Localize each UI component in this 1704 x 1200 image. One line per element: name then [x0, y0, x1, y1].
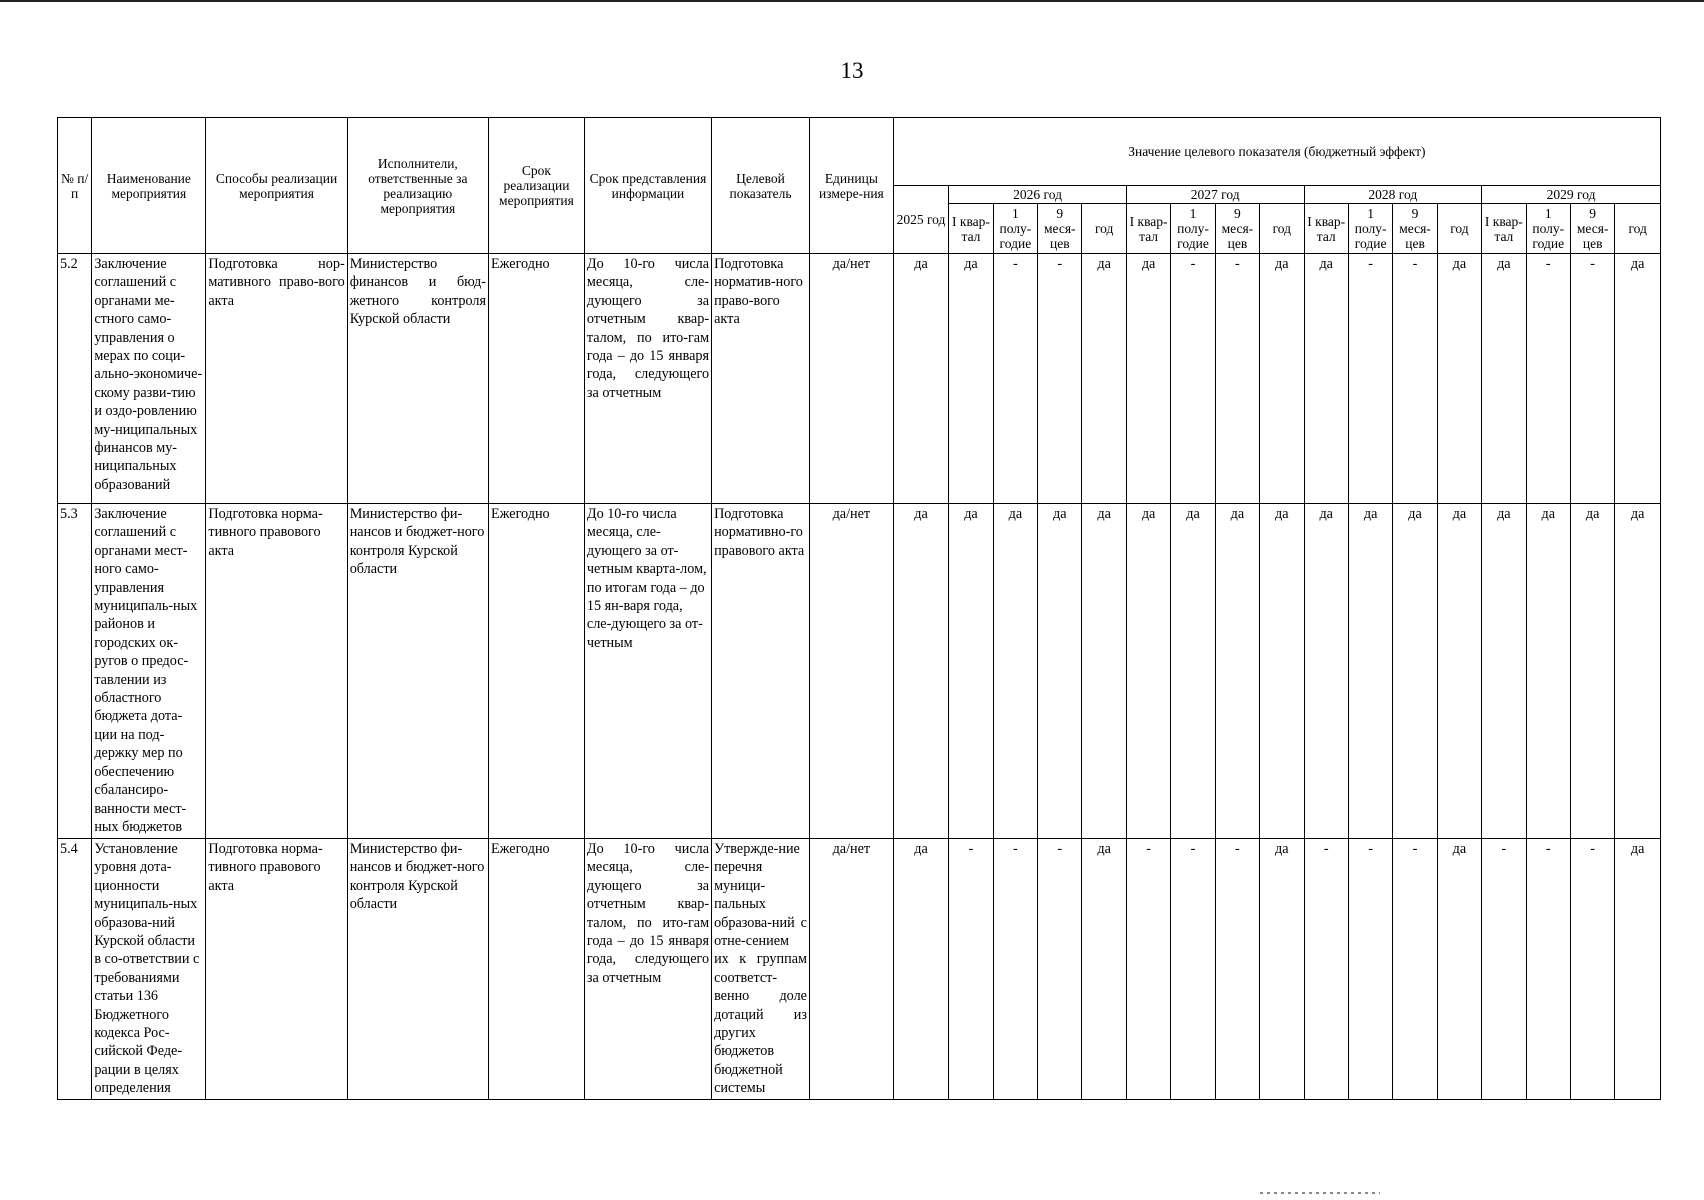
value-cell: да [1526, 504, 1570, 839]
header-methods: Способы реализации мероприятия [206, 118, 347, 254]
value-cell: - [1171, 839, 1215, 1100]
row-method: Подготовка норма-тивного правового акта [206, 839, 347, 1100]
value-cell: да [1437, 254, 1481, 504]
value-cell: да [1482, 504, 1526, 839]
value-cell: да [1304, 254, 1348, 504]
header-sub-9m: 9 меся-цев [1038, 204, 1082, 254]
row-term: Ежегодно [489, 504, 585, 839]
value-cell: да [993, 504, 1037, 839]
value-cell: - [949, 839, 993, 1100]
row-unit: да/нет [809, 839, 893, 1100]
value-cell: - [1526, 839, 1570, 1100]
value-cell: - [1348, 254, 1392, 504]
header-sub-q1: I квар-тал [1482, 204, 1526, 254]
value-cell: да [1038, 504, 1082, 839]
header-sub-year: год [1437, 204, 1481, 254]
row-name: Заключение соглашений с органами мест-ного само-управления муниципаль-ных районов и городских ок-ругов о предос-тавлении из областного бюджета дота-ции на под-держку мер по обеспечению сбалансиро-ванности мест-ных бюджетов [92, 504, 206, 839]
value-cell: да [1126, 504, 1170, 839]
value-cell: да [1260, 254, 1304, 504]
value-cell: да [1615, 504, 1661, 839]
value-cell: - [1570, 839, 1614, 1100]
value-cell: да [1482, 254, 1526, 504]
page-number: 13 [840, 58, 864, 83]
row-num: 5.2 [58, 254, 92, 504]
value-cell: - [993, 254, 1037, 504]
value-cell: да [1082, 504, 1126, 839]
value-cell: да [1260, 839, 1304, 1100]
header-executors: Исполнители, ответственные за реализацию мероприятия [347, 118, 488, 254]
value-cell: да [1215, 504, 1259, 839]
row-report-term: До 10-го числа месяца, сле-дующего за отчетным квар-талом, по ито-гам года – до 15 января года, следующего за отчетным [584, 839, 711, 1100]
header-year-2029: 2029 год [1482, 186, 1661, 204]
value-cell: - [1304, 839, 1348, 1100]
value-cell: да [1260, 504, 1304, 839]
value-cell: да [893, 839, 949, 1100]
value-cell: - [1348, 839, 1392, 1100]
row-num: 5.4 [58, 839, 92, 1100]
top-rule [0, 0, 1704, 2]
header-sub-q1: I квар-тал [1126, 204, 1170, 254]
header-sub-year: год [1615, 204, 1661, 254]
row-report-term: До 10-го числа месяца, сле-дующего за от-четным кварта-лом, по итогам года – до 15 ян-варя года, сле-дующего за от-четным [584, 504, 711, 839]
value-cell: - [1570, 254, 1614, 504]
header-sub-year: год [1082, 204, 1126, 254]
row-executor: Министерство финансов и бюд-жетного контроля Курской области [347, 254, 488, 504]
header-sub-9m: 9 меся-цев [1215, 204, 1259, 254]
row-method: Подготовка нор-мативного право-вого акта [206, 254, 347, 504]
scan-artifact [1260, 1192, 1380, 1194]
header-num: № п/п [58, 118, 92, 254]
header-term: Срок реализации мероприятия [489, 118, 585, 254]
header-sub-9m: 9 меся-цев [1570, 204, 1614, 254]
value-cell: да [893, 254, 949, 504]
value-cell: да [1304, 504, 1348, 839]
header-sub-h1: 1 полу-годие [1171, 204, 1215, 254]
header-year-2027: 2027 год [1126, 186, 1304, 204]
header-year-2025: 2025 год [893, 186, 949, 254]
value-cell: да [1615, 839, 1661, 1100]
row-unit: да/нет [809, 504, 893, 839]
value-cell: - [1526, 254, 1570, 504]
value-cell: да [949, 504, 993, 839]
header-name: Наименование мероприятия [92, 118, 206, 254]
header-year-2028: 2028 год [1304, 186, 1482, 204]
value-cell: - [1482, 839, 1526, 1100]
row-report-term: До 10-го числа месяца, сле-дующего за отчетным квар-талом, по ито-гам года – до 15 января года, следующего за отчетным [584, 254, 711, 504]
measures-table [57, 117, 1661, 1100]
value-cell: - [1126, 839, 1170, 1100]
row-target: Утвержде-ние перечня муници-пальных образова-ний с отне-сением их к группам соответст-венно доле дотаций из других бюджетов бюджетной системы [712, 839, 810, 1100]
value-cell: - [1038, 839, 1082, 1100]
row-target: Подготовка норматив-ного право-вого акта [712, 254, 810, 504]
header-report-term: Срок представления информации [584, 118, 711, 254]
row-executor: Министерство фи-нансов и бюджет-ного контроля Курской области [347, 504, 488, 839]
header-sub-h1: 1 полу-годие [1526, 204, 1570, 254]
row-method: Подготовка норма-тивного правового акта [206, 504, 347, 839]
value-cell: - [1171, 254, 1215, 504]
value-cell: да [1570, 504, 1614, 839]
value-cell: да [1082, 254, 1126, 504]
value-cell: - [1215, 254, 1259, 504]
header-sub-h1: 1 полу-годие [1348, 204, 1392, 254]
header-value-title: Значение целевого показателя (бюджетный эффект) [893, 118, 1660, 186]
value-cell: да [1393, 504, 1437, 839]
header-units: Единицы измере-ния [809, 118, 893, 254]
header-sub-9m: 9 меся-цев [1393, 204, 1437, 254]
value-cell: да [893, 504, 949, 839]
value-cell: - [1393, 254, 1437, 504]
value-cell: да [949, 254, 993, 504]
value-cell: да [1437, 839, 1481, 1100]
table-row [58, 839, 1661, 1100]
row-name: Установление уровня дота-ционности муниципаль-ных образова-ний Курской области в со-ответствии с требованиями статьи 136 Бюджетного кодекса Рос-сийской Феде-рации в целях определения [92, 839, 206, 1100]
table-row [58, 504, 1661, 839]
header-sub-year: год [1260, 204, 1304, 254]
header-year-2026: 2026 год [949, 186, 1127, 204]
value-cell: да [1437, 504, 1481, 839]
header-sub-q1: I квар-тал [949, 204, 993, 254]
value-cell: да [1615, 254, 1661, 504]
value-cell: да [1082, 839, 1126, 1100]
header-sub-h1: 1 полу-годие [993, 204, 1037, 254]
row-num: 5.3 [58, 504, 92, 839]
row-unit: да/нет [809, 254, 893, 504]
value-cell: да [1348, 504, 1392, 839]
row-term: Ежегодно [489, 839, 585, 1100]
value-cell: - [1393, 839, 1437, 1100]
value-cell: - [1038, 254, 1082, 504]
value-cell: да [1171, 504, 1215, 839]
row-executor: Министерство фи-нансов и бюджет-ного контроля Курской области [347, 839, 488, 1100]
row-name: Заключение соглашений с органами ме-стного само-управления о мерах по соци-ально-экономиче-скому разви-тию и оздо-ровлению му-ниципальных финансов му-ниципальных образований [92, 254, 206, 504]
value-cell: - [1215, 839, 1259, 1100]
value-cell: - [993, 839, 1037, 1100]
value-cell: да [1126, 254, 1170, 504]
row-term: Ежегодно [489, 254, 585, 504]
table-row [58, 254, 1661, 504]
row-target: Подготовка нормативно-го правового акта [712, 504, 810, 839]
header-target: Целевой показатель [712, 118, 810, 254]
header-sub-q1: I квар-тал [1304, 204, 1348, 254]
